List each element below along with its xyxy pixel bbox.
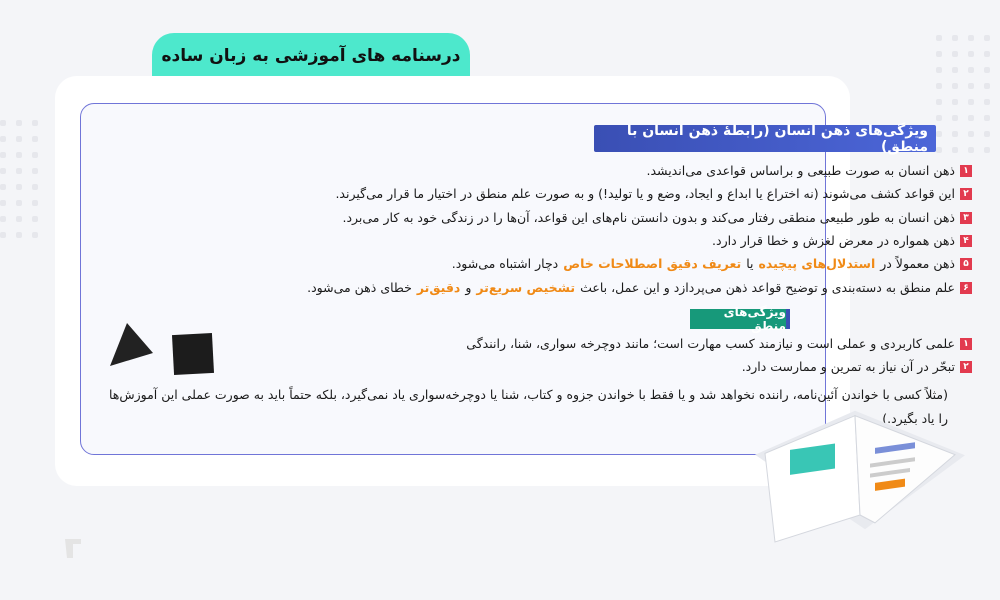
item-number: ۱ <box>960 338 972 350</box>
item-number: ۴ <box>960 235 972 247</box>
item-number: ۲ <box>960 188 972 200</box>
item-number: ۶ <box>960 282 972 294</box>
highlight-text: استدلال‌های پیچیده <box>758 256 876 271</box>
item-text: و <box>465 280 472 295</box>
highlight-text: دقیق‌تر <box>416 280 461 295</box>
subsection-heading: ویژگی‌های منطق <box>690 309 790 329</box>
book-image <box>745 364 975 571</box>
item-text: یا <box>746 256 754 271</box>
list-item <box>335 186 972 201</box>
item-text: ذهن انسان به صورت طبیعی و براساس قواعدی می‌اندیشد. <box>646 163 955 178</box>
highlight-text: تعریف دقیق اصطلاحات خاص <box>563 256 742 271</box>
item-text: ذهن معمولاً در <box>880 256 955 271</box>
item-number: ۳ <box>960 212 972 224</box>
item-number: ۱ <box>960 165 972 177</box>
item-number: ۵ <box>960 258 972 270</box>
list-item <box>712 233 972 248</box>
list-item <box>466 336 972 351</box>
item-text: دچار اشتباه می‌شود. <box>451 256 559 271</box>
item-text: این قواعد کشف می‌شوند (نه اختراع یا ابداع و ایجاد، وضع و یا تولید!) و به صورت علم منطق در اختیار ما قرار می‌گیرند. <box>335 186 955 201</box>
item-text: ذهن همواره در معرض لغزش و خطا قرار دارد. <box>712 233 955 248</box>
list-item <box>647 163 972 178</box>
item-number: ۲ <box>960 361 972 373</box>
highlight-text: تشخیص سریع‌تر <box>476 280 576 295</box>
list-item <box>342 210 972 225</box>
list-item <box>307 280 972 295</box>
list-item <box>452 256 972 271</box>
page-title: درسنامه های آموزشی به زبان ساده <box>152 33 470 79</box>
item-text: تبحّر در آن نیاز به تمرین و ممارست دارد. <box>741 359 955 374</box>
brand-logo <box>52 535 92 563</box>
section-heading: ویژگی‌های ذهن انسان (رابطهٔ ذهن انسان با منطق) <box>594 125 936 152</box>
decor-dots <box>0 120 38 238</box>
item-text: ذهن انسان به طور طبیعی منطقی رفتار می‌کند و بدون دانستن نام‌های این قواعد، آن‌ها را در زندگی خود به کار می‌برد. <box>342 210 955 225</box>
decor-dots <box>936 35 990 153</box>
item-text: علمی کاربردی و عملی است و نیازمند کسب مهارت است؛ مانند دوچرخه سواری، شنا، رانندگی <box>466 336 955 351</box>
example-note: (مثلاً کسی با خواندن آئین‌نامه، راننده نخواهد شد و یا فقط با خواندن جزوه و کتاب، شنا یا دوچرخه‌سواری یاد نمی‌گیرد، بلکه حتماً باید به صورت عملی این آموزش‌ها را یاد بگیرد.) <box>108 387 948 426</box>
item-text: علم منطق به دسته‌بندی و توضیح قواعد ذهن می‌پردازد و این عمل، باعث <box>580 280 955 295</box>
cone-illustration <box>105 318 245 378</box>
item-text: خطای ذهن می‌شود. <box>307 280 412 295</box>
